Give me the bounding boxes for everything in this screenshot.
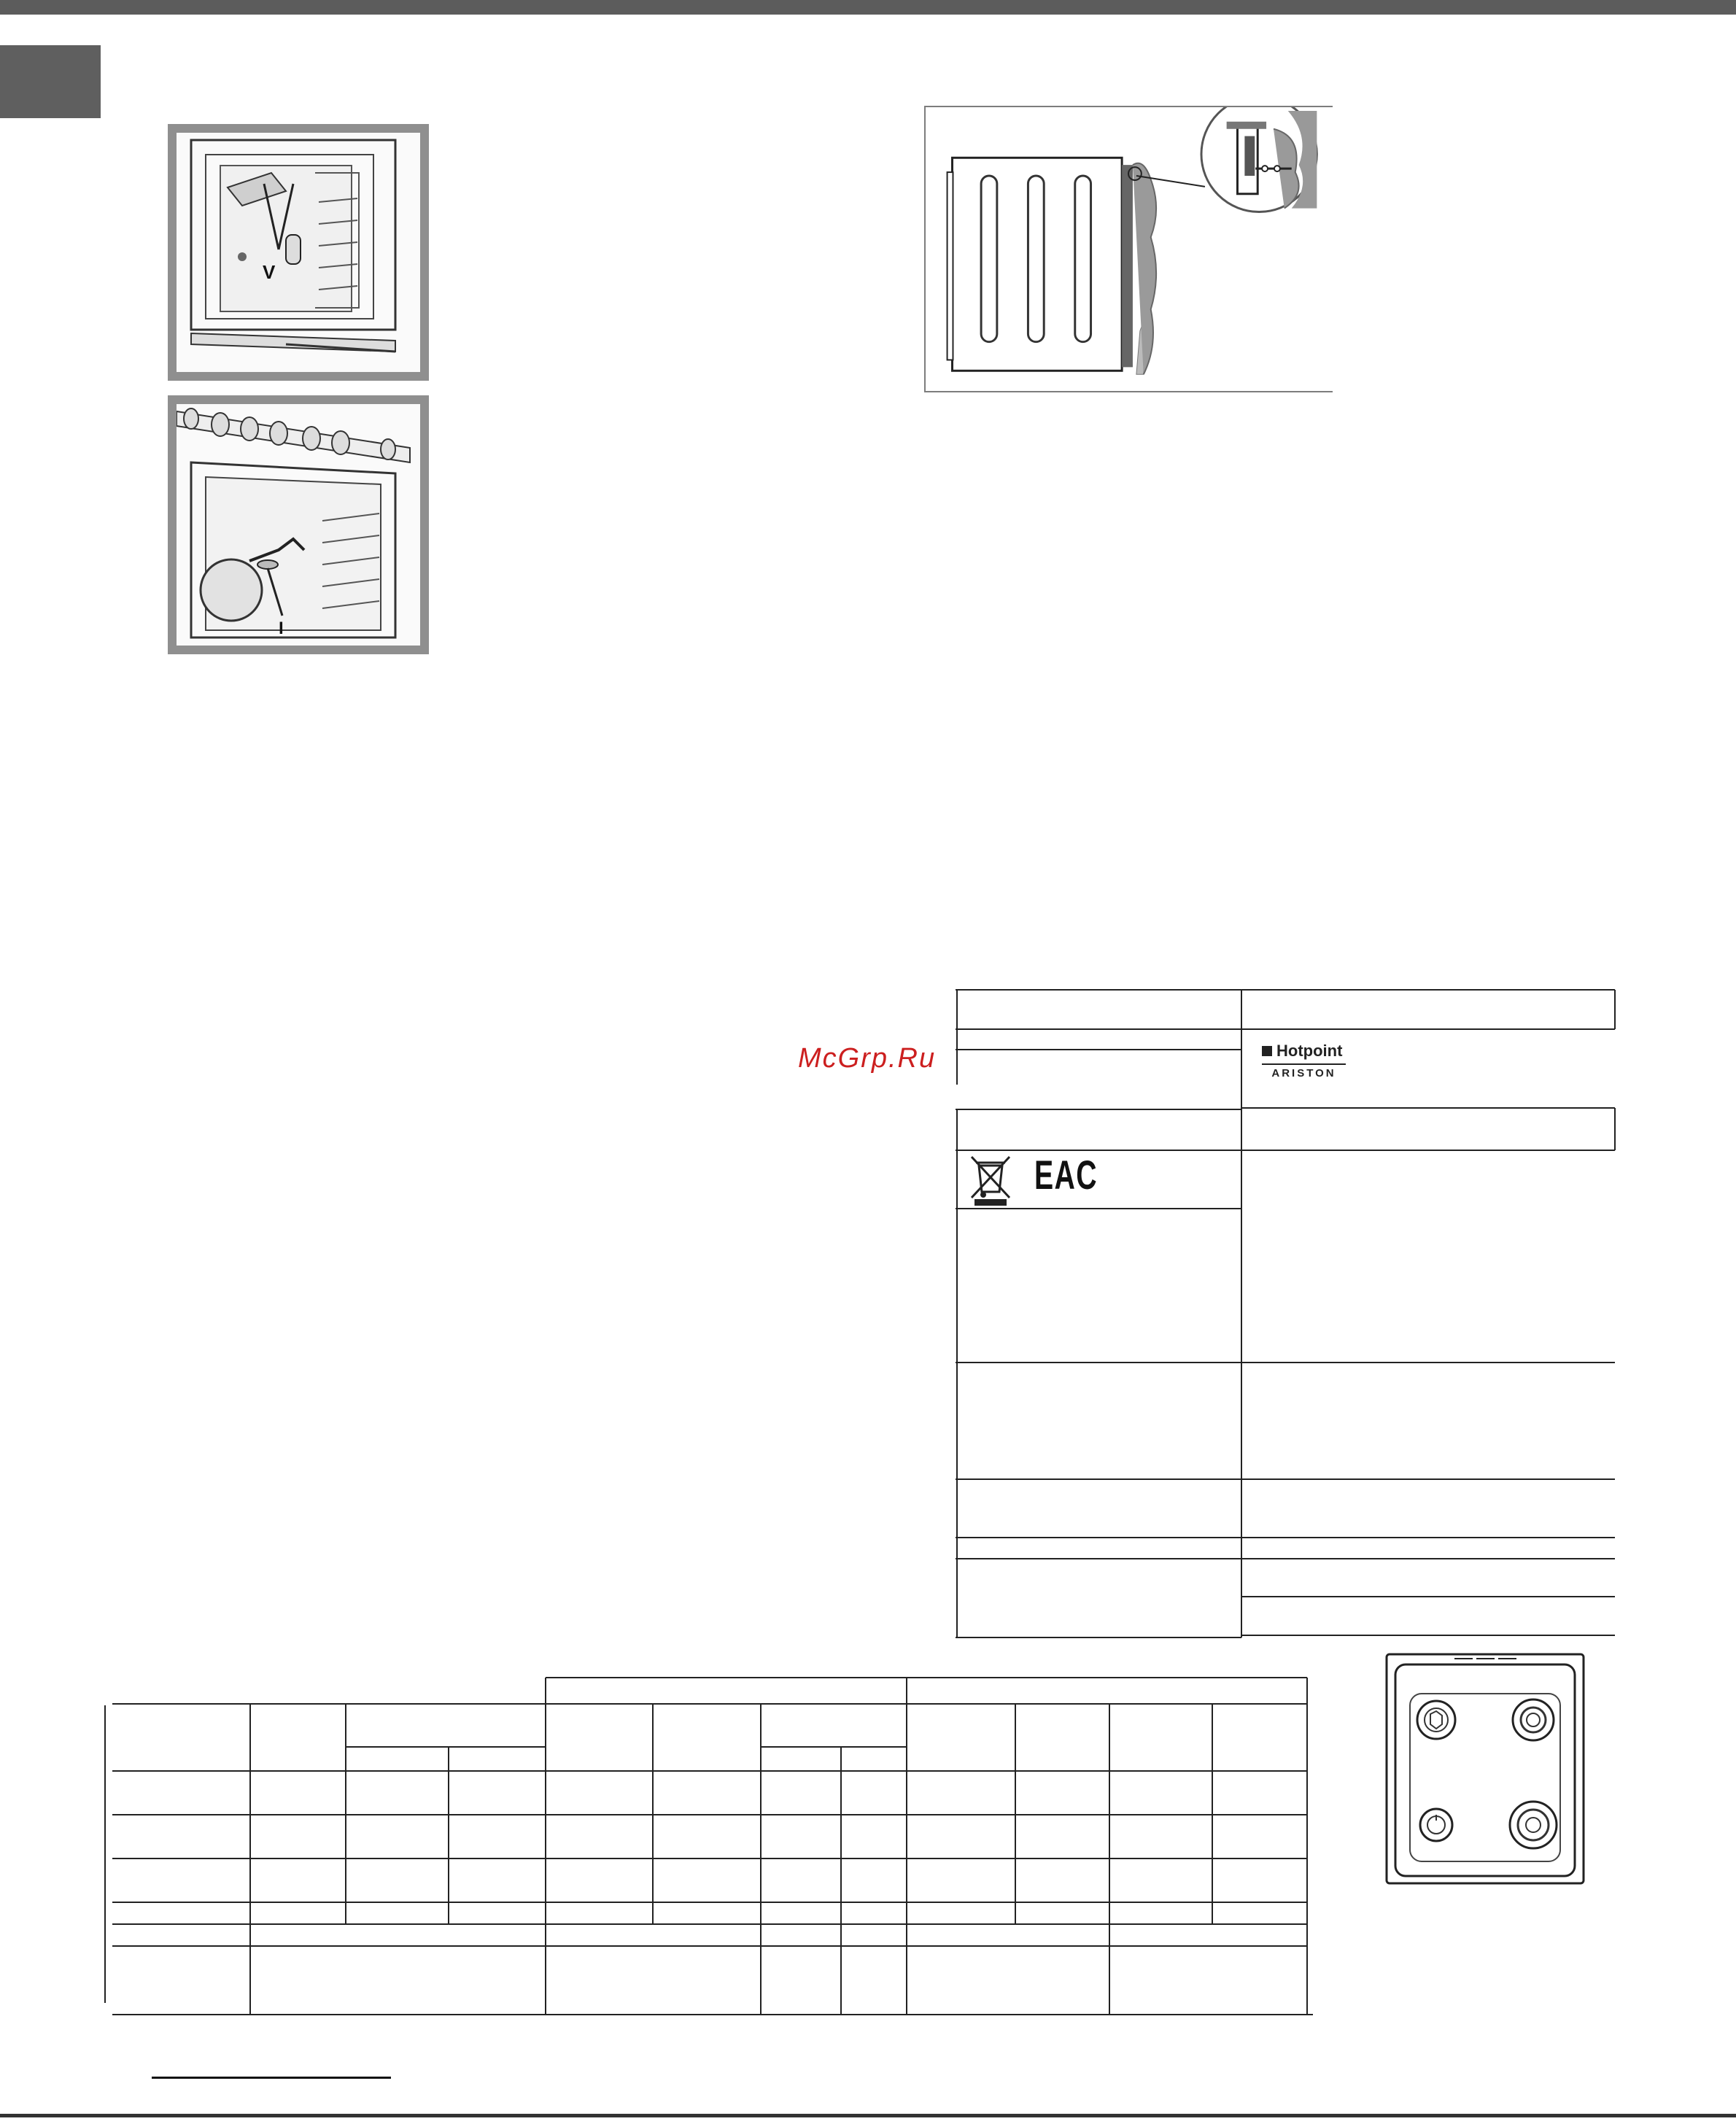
oven-interior-illustration	[177, 133, 420, 372]
oven-knobs-photo	[168, 395, 429, 654]
anti-tip-bracket-diagram	[924, 106, 1333, 392]
specification-table	[956, 988, 1618, 1645]
brand-sub: ARISTON	[1271, 1067, 1336, 1080]
oven-controls-illustration	[177, 404, 420, 646]
language-tab	[0, 45, 101, 118]
brand-logo	[1262, 1042, 1346, 1080]
top-bar	[0, 0, 1736, 15]
watermark: McGrp.Ru	[798, 1043, 937, 1074]
burner-front-left-icon	[1420, 1809, 1452, 1841]
burner-back-left-icon	[1417, 1701, 1455, 1739]
logo-divider	[1262, 1063, 1346, 1065]
marker-i-label: I	[279, 619, 284, 638]
burner-back-right-icon	[1513, 1699, 1554, 1740]
hotpoint-square-icon	[1262, 1046, 1272, 1056]
footnote-rule	[152, 2077, 391, 2079]
weee-bin-icon	[969, 1154, 1012, 1206]
bottom-rule	[0, 2114, 1736, 2117]
burner-front-right-icon	[1510, 1802, 1557, 1848]
oven-light-photo	[168, 124, 429, 381]
side-view-drawing	[926, 107, 1333, 391]
eac-mark: EAC	[1034, 1152, 1098, 1198]
brand-name: Hotpoint	[1276, 1042, 1343, 1060]
marker-v-label: V	[263, 261, 276, 283]
gas-data-table	[102, 1670, 1320, 2028]
hob-layout-diagram	[1385, 1653, 1585, 1885]
